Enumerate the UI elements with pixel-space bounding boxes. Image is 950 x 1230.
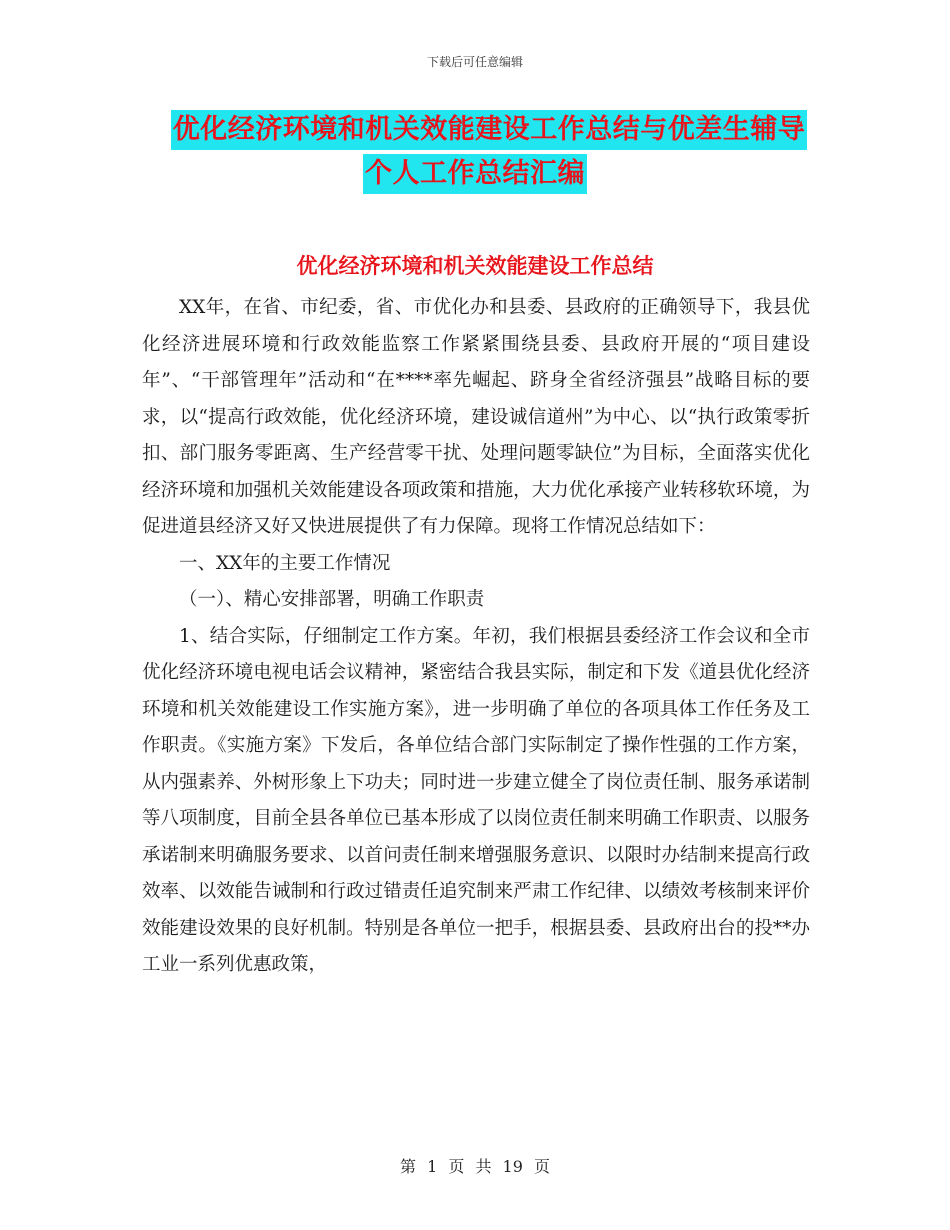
document-title [0,110,950,198]
header-note: 下载后可任意编辑 [426,55,523,69]
paragraph-intro: XX年，在省、市纪委，省、市优化办和县委、县政府的正确领导下，我县优化经济进展环境和行政效能监察工作紧紧围绕县委、县政府开展的“项目建设年”、“干部管理年”活动和“在****率先崛起、跻身全省经济强县”战略目标的要求，以“提高行政效能，优化经济环境，建设诚信道州”为中心、以“执行政策零折扣、部门服务零距离、生产经营零干扰、处理问题零缺位”为目标，全面落实优化经济环境和加强机关效能建设各项政策和措施，大力优化承接产业转移软环境，为促进道县经济又好又快进展提供了有力保障。现将工作情况总结如下： [142,297,810,537]
document-body [142,290,810,984]
title-line-2: 个人工作总结汇编 [363,154,587,194]
paragraph-item-1: 1、结合实际，仔细制定工作方案。年初，我们根据县委经济工作会议和全市优化经济环境电视电话会议精神，紧密结合我县实际，制定和下发《道县优化经济环境和机关效能建设工作实施方案》，进一步明确了单位的各项具体工作任务及工作职责。《实施方案》下发后，各单位结合部门实际制定了操作性强的工作方案，从内强素养、外树形象上下功夫；同时进一步建立健全了岗位责任制、服务承诺制等八项制度，目前全县各单位已基本形成了以岗位责任制来明确工作职责、以服务承诺制来明确服务要求、以首问责任制来增强服务意识、以限时办结制来提高行政效率、以效能告诫制和行政过错责任追究制来严肃工作纪律、以绩效考核制来评价效能建设效果的良好机制。特别是各单位一把手，根据县委、县政府出台的投**办工业一系列优惠政策， [142,625,810,975]
section-title: 优化经济环境和机关效能建设工作总结 [296,254,654,278]
title-line-1: 优化经济环境和机关效能建设工作总结与优差生辅导 [171,110,808,150]
heading-subsection: （一）、精心安排部署，明确工作职责 [179,589,485,610]
page-footer: 第 1 页 共 19 页 [400,1157,550,1176]
heading-main-work: 一、XX年的主要工作情况 [179,552,391,574]
